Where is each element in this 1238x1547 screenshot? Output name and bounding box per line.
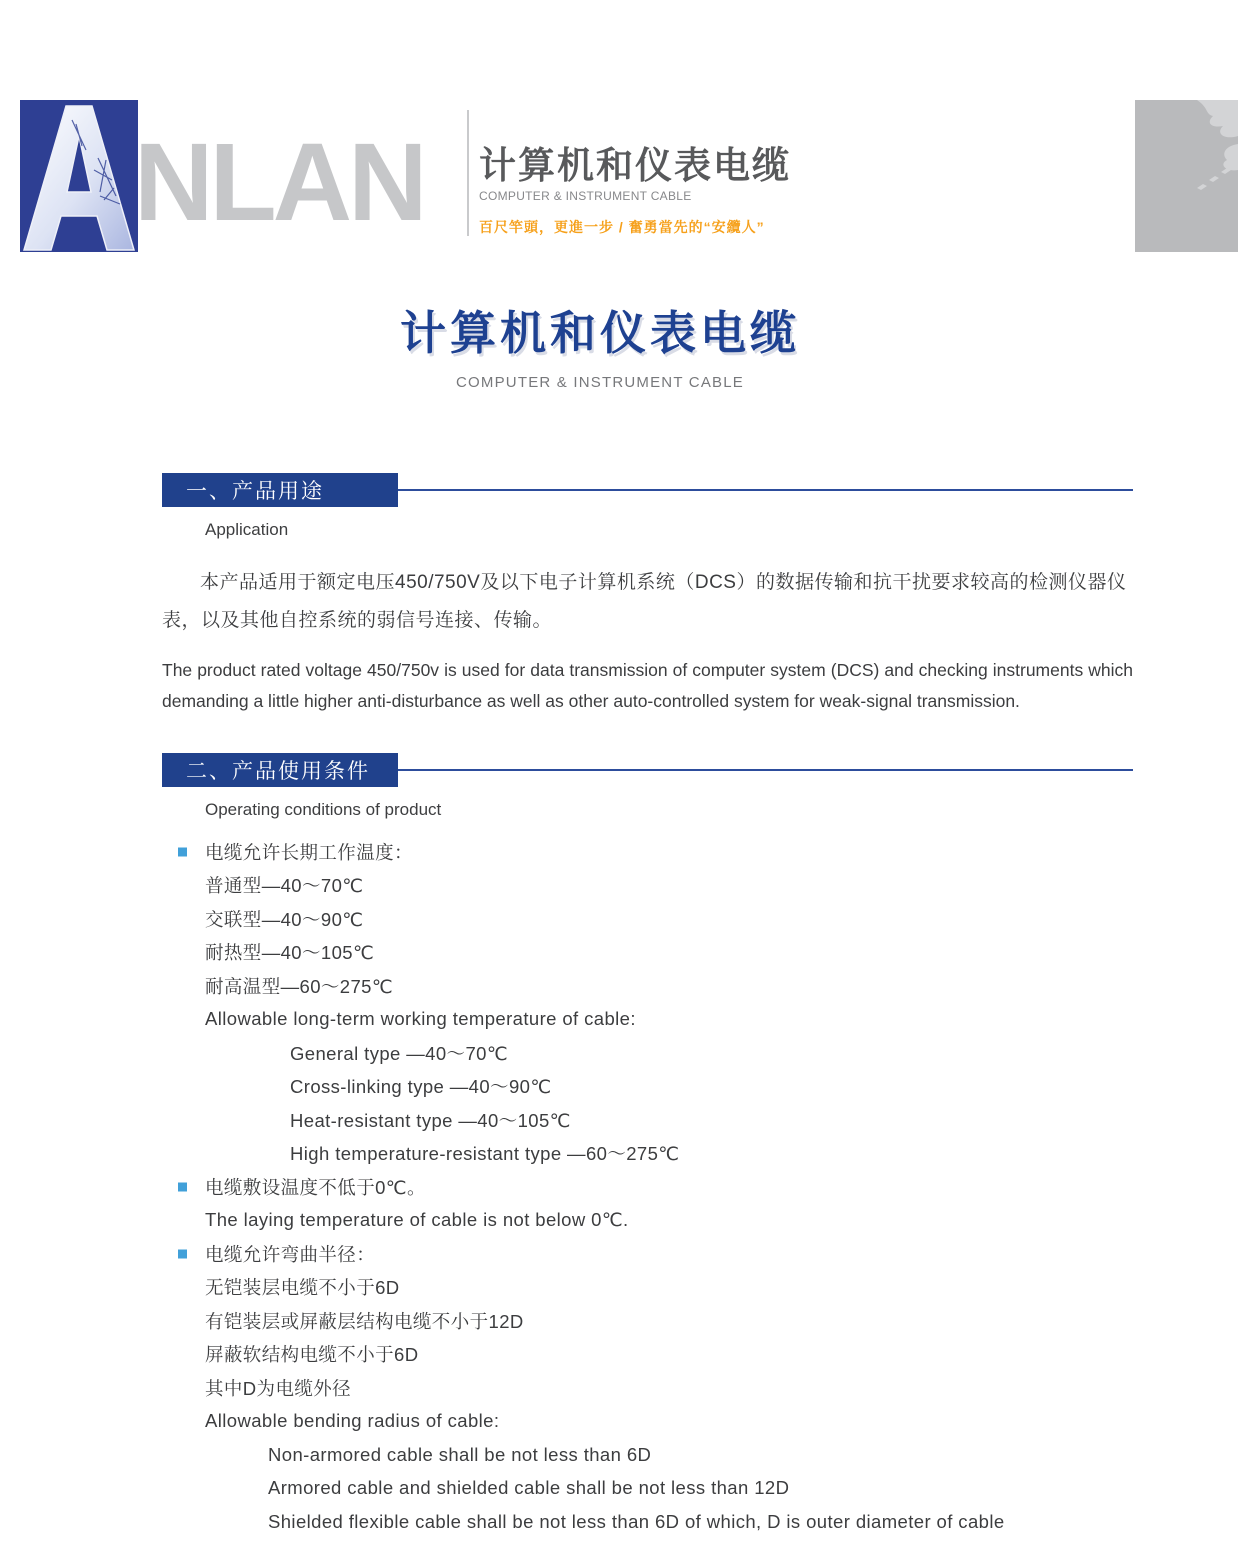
condition-line-text: Armored cable and shielded cable shall be not less than 12D (268, 1477, 790, 1499)
condition-line (162, 1137, 1133, 1171)
condition-line-text: Allowable long-term working temperature of cable: (205, 1008, 636, 1030)
conditions-list (162, 835, 1133, 1539)
condition-line (162, 1070, 1133, 1104)
condition-line (162, 1204, 1133, 1238)
condition-line (162, 1237, 1133, 1271)
condition-line-text: Allowable bending radius of cable: (205, 1410, 500, 1432)
bullet-square-icon (178, 1249, 187, 1258)
section-operating-conditions (162, 753, 1133, 1539)
page-title-block (0, 297, 1200, 391)
section2-heading-bar: 二、产品使用条件 (162, 753, 398, 787)
bullet-square-icon (178, 1182, 187, 1191)
condition-line (162, 936, 1133, 970)
condition-line (162, 869, 1133, 903)
bullet-square-icon (178, 847, 187, 856)
condition-line-text: 普通型—40～70℃ (205, 875, 364, 897)
application-paragraph-en: The product rated voltage 450/750v is used for data transmission of computer system (DCS) and checking instruments which demanding a little higher anti-disturbance as well as other auto-controlled system for weak-signal transmission. (162, 660, 1133, 711)
condition-line-text: 其中D为电缆外径 (205, 1377, 352, 1399)
condition-line (162, 1170, 1133, 1204)
condition-line-text: 屏蔽软结构电缆不小于6D (205, 1344, 419, 1366)
condition-line (162, 1304, 1133, 1338)
condition-line-text: Heat-resistant type —40～105℃ (290, 1109, 571, 1131)
page-title: 计算机和仪表电缆 (400, 307, 800, 359)
condition-line-text: 有铠装层或屏蔽层结构电缆不小于12D (205, 1310, 524, 1332)
header-tagline: 百尺竿頭，更進一步 / 奮勇當先的“安纜人” (479, 219, 765, 236)
condition-line-text: The laying temperature of cable is not below 0℃. (205, 1209, 629, 1231)
leaf-decoration-icon (1135, 100, 1238, 252)
condition-line-text: High temperature-resistant type —60～275℃ (290, 1143, 680, 1165)
page-subtitle: COMPUTER & INSTRUMENT CABLE (456, 374, 744, 391)
condition-line-text: 耐热型—40～105℃ (205, 942, 375, 964)
condition-line-text: 交联型—40～90℃ (205, 908, 364, 930)
logo-wordmark: NLAN (134, 121, 424, 244)
condition-line-text: Cross-linking type —40～90℃ (290, 1076, 552, 1098)
section1-rule (398, 489, 1133, 491)
logo-a-icon (20, 100, 138, 252)
condition-line-text: 无铠装层电缆不小于6D (205, 1277, 400, 1299)
section-application (162, 473, 1133, 717)
condition-line (162, 835, 1133, 869)
condition-line (162, 1271, 1133, 1305)
condition-line (162, 1505, 1133, 1539)
header-divider (467, 110, 469, 236)
condition-line (162, 1338, 1133, 1372)
condition-line (162, 1371, 1133, 1405)
header-title-block (479, 144, 791, 237)
condition-line-text: 电缆允许长期工作温度： (205, 841, 413, 863)
condition-line (162, 1438, 1133, 1472)
condition-line-text: Non-armored cable shall be not less than 6D (268, 1443, 652, 1465)
section1-subheading: Application (205, 520, 289, 539)
condition-line (162, 1103, 1133, 1137)
condition-line-text: Shielded flexible cable shall be not less than 6D of which, D is outer diameter of cable (268, 1510, 1005, 1532)
condition-line-text: 电缆敷设温度不低于0℃。 (205, 1176, 426, 1198)
anlan-logo (20, 100, 138, 252)
section2-heading-row (162, 753, 1133, 787)
corner-decoration (1135, 100, 1238, 252)
condition-line (162, 1405, 1133, 1439)
content-column (162, 473, 1133, 1539)
condition-line-text: 电缆允许弯曲半径： (205, 1243, 376, 1265)
condition-line (162, 1472, 1133, 1506)
section1-heading-bar: 一、产品用途 (162, 473, 398, 507)
condition-line-text: General type —40～70℃ (290, 1042, 508, 1064)
condition-line (162, 1036, 1133, 1070)
header-product-title-zh: 计算机和仪表电缆 (479, 145, 791, 186)
condition-line-text: 耐高温型—60～275℃ (205, 975, 394, 997)
section2-rule (398, 769, 1133, 771)
condition-line (162, 969, 1133, 1003)
condition-line (162, 1003, 1133, 1037)
condition-line (162, 902, 1133, 936)
header-product-title-en: COMPUTER & INSTRUMENT CABLE (479, 189, 692, 204)
application-paragraph-zh: 本产品适用于额定电压450/750V及以下电子计算机系统（DCS）的数据传输和抗干扰要求较高的检测仪器仪表，以及其他自控系统的弱信号连接、传输。 (162, 572, 1127, 631)
section1-heading-row (162, 473, 1133, 507)
section2-subheading: Operating conditions of product (205, 800, 442, 819)
